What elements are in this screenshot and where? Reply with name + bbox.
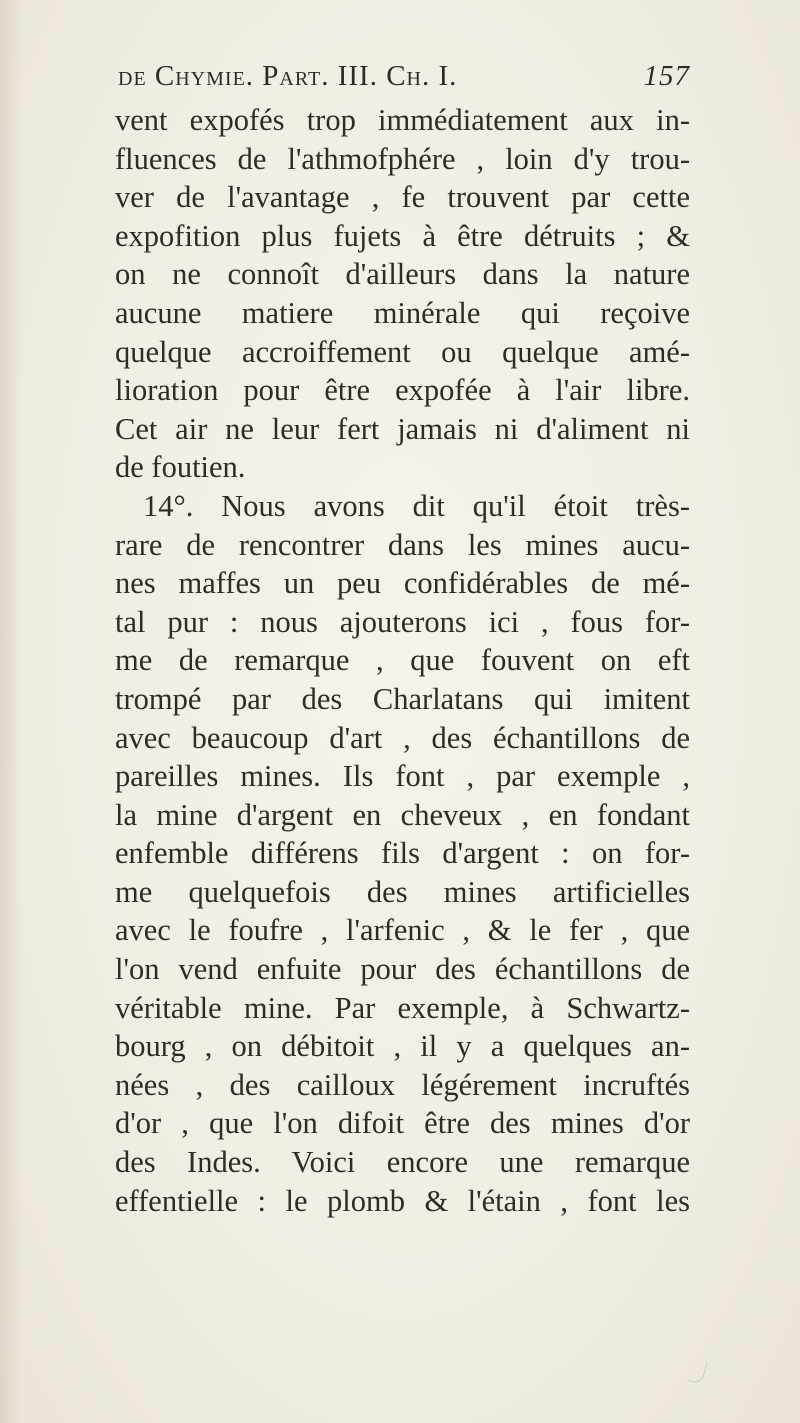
- text-line: aucune matiere minérale qui reçoive: [115, 295, 690, 330]
- text-line: me quelquefois des mines artificielles: [115, 874, 690, 909]
- text-line: avec beaucoup d'art , des échantillons de: [115, 720, 690, 755]
- text-line: la mine d'argent en cheveux , en fondant: [115, 797, 690, 832]
- text-line: bourg , on débitoit , il y a quelques an-: [115, 1029, 690, 1064]
- ink-mark: [687, 1358, 707, 1384]
- running-head-title: de Chymie. Part. III. Ch. I.: [118, 60, 458, 92]
- text-line: expofition plus fujets à être détruits ; &: [115, 218, 690, 253]
- text-line: nes maffes un peu confidérables de mé-: [115, 566, 690, 601]
- text-line: effentielle : le plomb & l'étain , font les: [115, 1183, 690, 1218]
- text-line: vent expofés trop immédiatement aux in-: [115, 103, 690, 137]
- text-line: l'on vend enfuite pour des échantillons de: [115, 952, 690, 987]
- text-line: d'or , que l'on difoit être des mines d'or: [115, 1106, 690, 1141]
- text-line: ver de l'avantage , fe trouvent par cette: [115, 180, 690, 215]
- text-line: des Indes. Voici encore une remarque: [115, 1145, 690, 1180]
- paragraph-start-line: 14°. Nous avons dit qu'il étoit très-: [143, 488, 690, 523]
- text-line: pareilles mines. Ils font , par exemple ,: [115, 759, 690, 794]
- text-line: fluences de l'athmofphére , loin d'y trou-: [115, 141, 690, 176]
- text-line: lioration pour être expofée à l'air libre.: [115, 373, 690, 408]
- text-line: véritable mine. Par exemple, à Schwartz-: [115, 990, 690, 1025]
- text-line: trompé par des Charlatans qui imitent: [115, 681, 690, 716]
- page-number: 157: [643, 60, 690, 92]
- text-line: de foutien.: [115, 450, 246, 485]
- text-line: quelque accroiffement ou quelque amé-: [115, 334, 690, 369]
- text-line: nées , des cailloux légérement incruftés: [115, 1067, 690, 1102]
- text-line: Cet air ne leur fert jamais ni d'aliment ni: [115, 411, 690, 446]
- text-line: enfemble différens fils d'argent : on for-: [115, 836, 690, 871]
- gutter-shadow: [0, 0, 22, 1423]
- text-line: me de remarque , que fouvent on eft: [115, 643, 690, 678]
- text-line: avec le foufre , l'arfenic , & le fer , que: [115, 913, 690, 948]
- body-text: [115, 101, 690, 1220]
- running-head: [118, 60, 690, 100]
- text-line: tal pur : nous ajouterons ici , fous for-: [115, 604, 690, 639]
- text-line: rare de rencontrer dans les mines aucu-: [115, 527, 690, 562]
- text-line: on ne connoît d'ailleurs dans la nature: [115, 257, 690, 292]
